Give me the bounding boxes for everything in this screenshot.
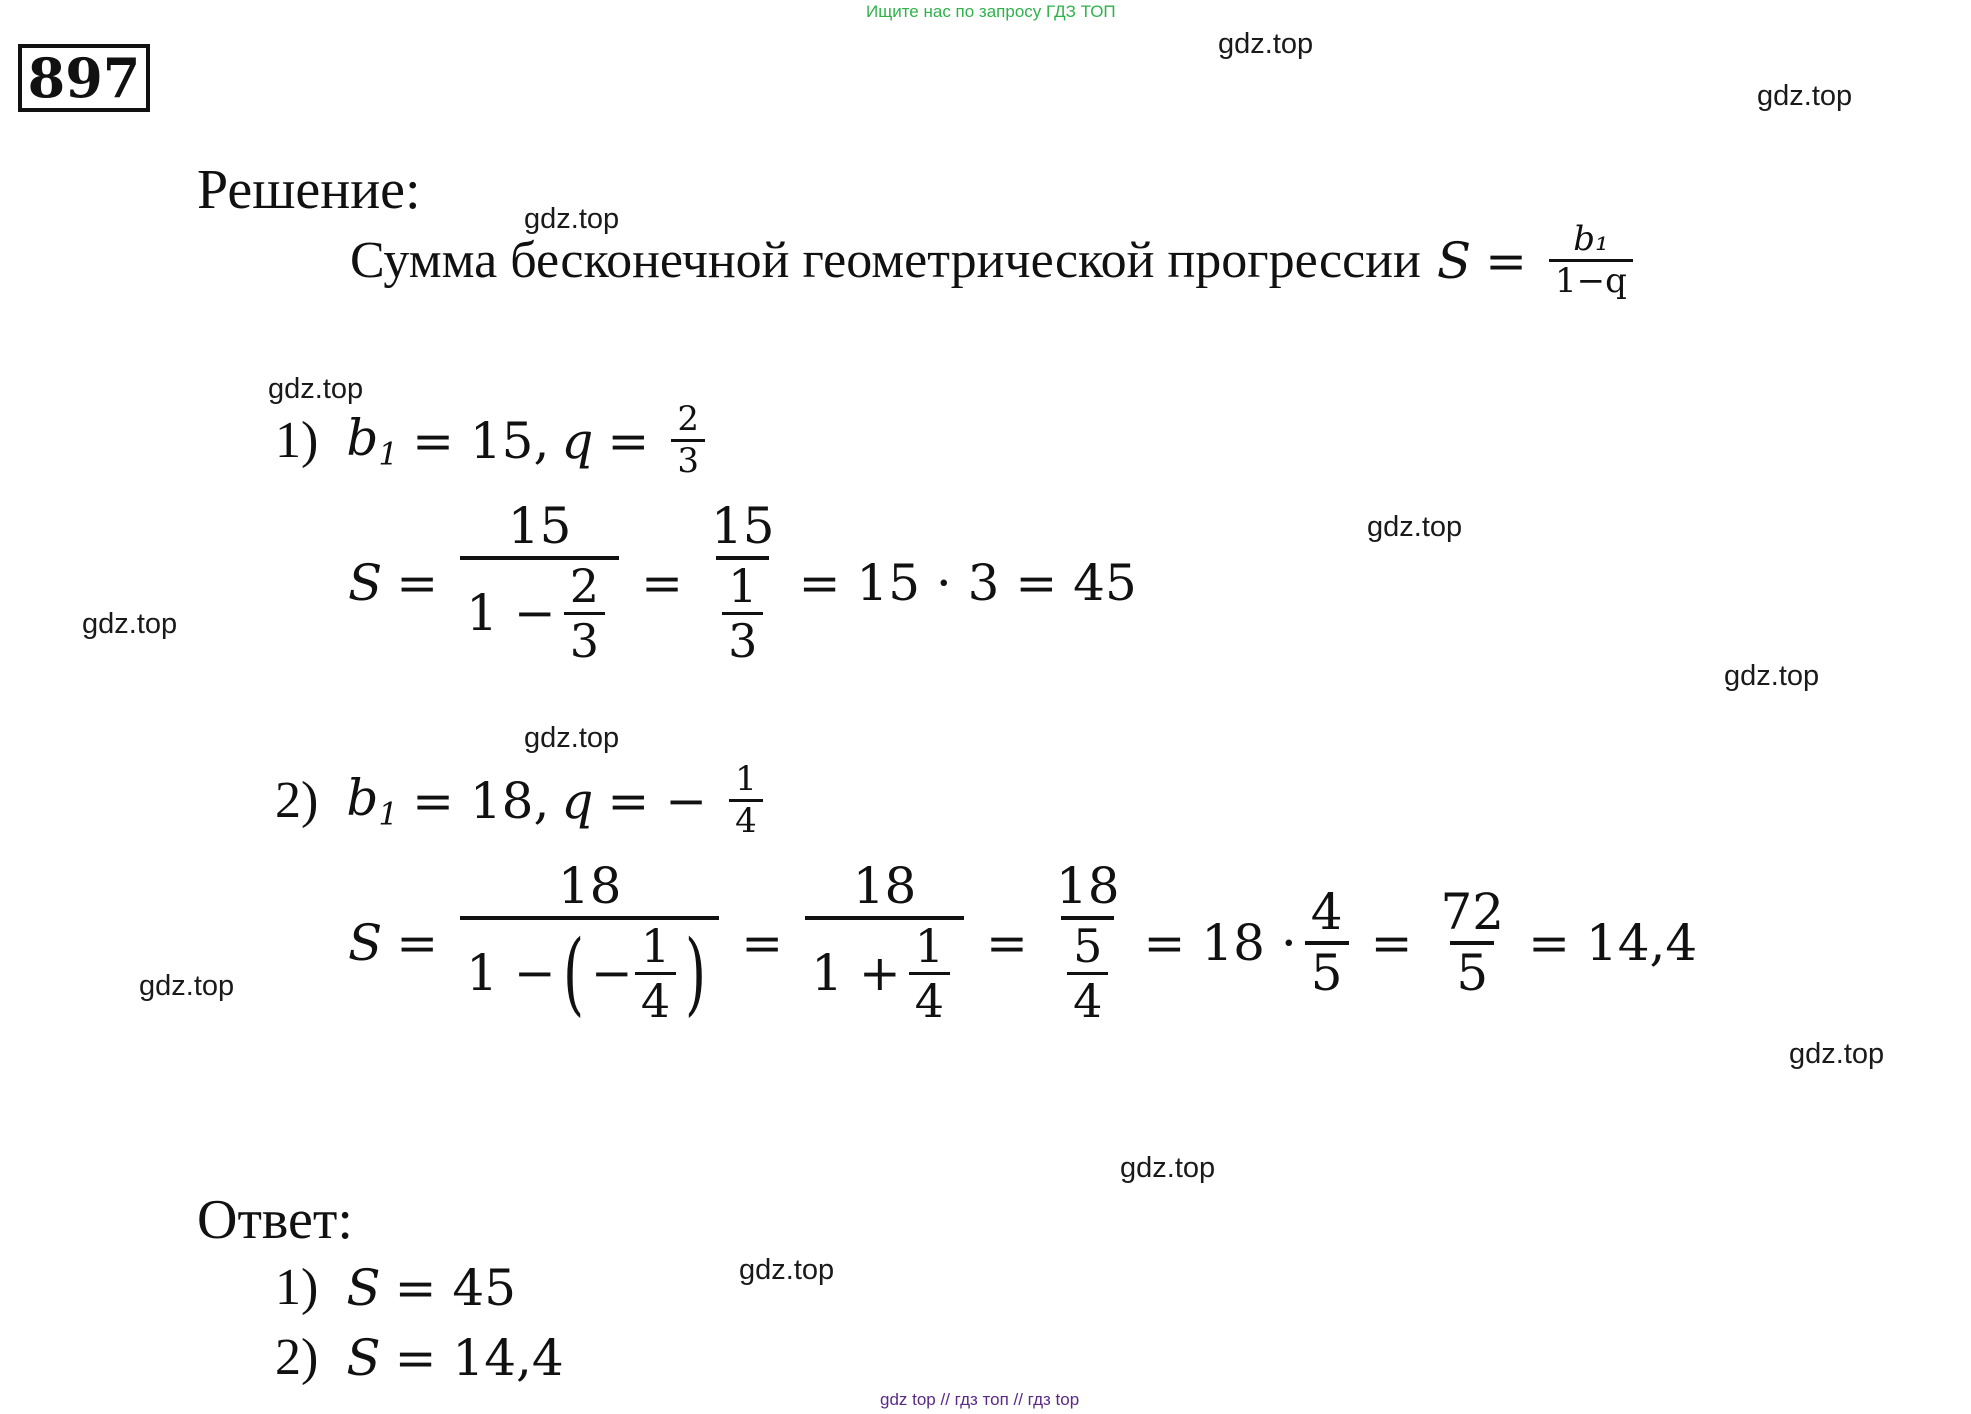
answer-heading: Ответ:	[197, 1189, 353, 1251]
q-eq: = −	[607, 771, 708, 830]
formula-denominator: 1−q	[1549, 259, 1633, 301]
watermark: gdz.top	[139, 970, 235, 1002]
solution-heading: Решение:	[197, 159, 421, 221]
part2-fraction-1: 18 1 − ( − $\frac{1}{4}$ )	[460, 858, 719, 1028]
b-symbol: $b_1$	[346, 408, 399, 473]
intro-text: Сумма бесконечной геометрической прогрессии	[350, 232, 1421, 290]
watermark: gdz.top	[82, 608, 178, 640]
formula-lhs: S	[1436, 231, 1472, 290]
watermark: gdz.top	[1120, 1152, 1216, 1184]
watermark: gdz.top	[524, 722, 620, 754]
footer-links[interactable]: gdz top // гдз топ // гдз top	[880, 1390, 1080, 1409]
q-fraction: $\frac{1}{4}$	[729, 760, 763, 841]
part1-given	[275, 400, 713, 481]
part2-given	[275, 760, 771, 841]
part1-fraction-2: $\frac{15}{\frac{1}{3}}$	[710, 497, 775, 669]
sum-formula-line	[350, 220, 1641, 301]
q-fraction: $\frac{2}{3}$	[671, 400, 705, 481]
answer-item: 1) S = 45	[275, 1258, 517, 1317]
part1-fraction-1: 15 1 − $\frac{2}{3}$	[460, 498, 619, 668]
formula-fraction	[1549, 220, 1633, 301]
part2-result: = 14,4	[1528, 914, 1698, 973]
watermark: gdz.top	[1789, 1038, 1885, 1070]
watermark: gdz.top	[1218, 28, 1314, 60]
part2-label: 2)	[275, 772, 319, 830]
problem-number: 897	[18, 44, 150, 112]
part2-fraction-5: $\frac{72}{5}$	[1440, 882, 1505, 1003]
b-value: = 18,	[412, 771, 550, 830]
formula-eq: =	[1485, 231, 1527, 290]
part2-fraction-4: $\frac{4}{5}$	[1305, 884, 1349, 1003]
q-eq: =	[607, 411, 650, 470]
part1-calculation: S = 15 1 − $\frac{2}{3}$ = $\frac{15}{\frac{1}{3}}$ = 15 · 3 = 45	[348, 497, 1137, 669]
s-symbol: S	[348, 554, 383, 613]
q-symbol: q	[561, 411, 594, 470]
watermark: gdz.top	[1757, 80, 1853, 112]
formula-numerator: b₁	[1573, 219, 1609, 259]
answer-item: 2) S = 14,4	[275, 1328, 564, 1387]
part2-fraction-2: 18 1 + $\frac{1}{4}$	[805, 858, 964, 1028]
search-hint-link[interactable]: Ищите нас по запросу ГДЗ ТОП	[866, 2, 1116, 21]
s-symbol: S	[348, 914, 383, 973]
q-symbol: q	[561, 771, 594, 830]
watermark: gdz.top	[1367, 511, 1463, 543]
watermark: gdz.top	[1724, 660, 1820, 692]
part2-fraction-3: $\frac{18}{\frac{5}{4}}$	[1055, 857, 1120, 1029]
watermark: gdz.top	[739, 1254, 835, 1286]
b-symbol: $b_1$	[346, 768, 399, 833]
watermark: gdz.top	[524, 203, 620, 235]
part2-calculation: S = 18 1 − ( − $\frac{1}{4}$ ) = 18 1 + $\frac{1}{4}$ = $\frac{18}{\frac{5}{4}}$ = 18 · $\frac{4}{5}$ = $\frac{72}{5}$ = 14,4	[348, 857, 1698, 1029]
b-value: = 15,	[412, 411, 550, 470]
part1-label: 1)	[275, 412, 319, 470]
part1-result: = 15 · 3 = 45	[798, 554, 1137, 613]
watermark: gdz.top	[268, 373, 364, 405]
